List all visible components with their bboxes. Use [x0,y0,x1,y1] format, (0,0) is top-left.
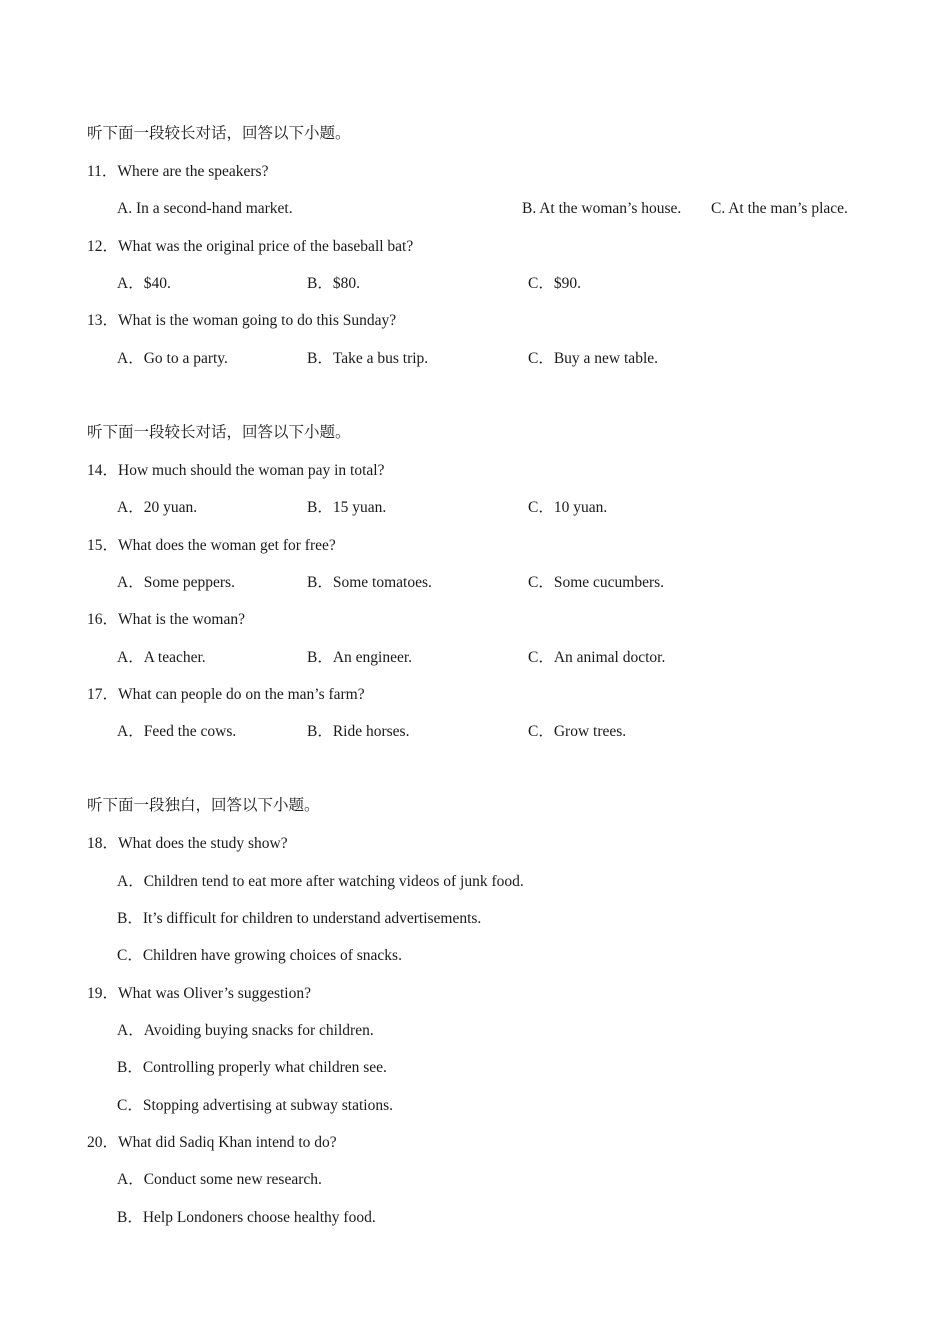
question-16-option-a: A．A teacher. [117,649,206,666]
section-instruction: 听下面一段较长对话，回答以下小题。 [87,125,351,142]
question-12-option-c: C．$90. [528,275,581,292]
question-12-option-a: A．$40. [117,275,171,292]
question-19-option-c: C．Stopping advertising at subway stations. [117,1097,393,1114]
question-15-option-c: C．Some cucumbers. [528,574,665,591]
section-instruction: 听下面一段较长对话，回答以下小题。 [87,424,351,441]
question-11-stem: 11．Where are the speakers? [87,163,269,180]
question-14-option-a: A．20 yuan. [117,499,198,516]
question-16-stem: 16．What is the woman? [87,611,245,628]
question-17-option-c: C．Grow trees. [528,723,627,740]
question-18-option-b: B．It’s difficult for children to understand advertisements. [117,910,482,927]
question-13-option-b: B．Take a bus trip. [307,350,429,367]
question-11-option-c: C. At the man’s place. [711,200,848,217]
question-14-option-c: C．10 yuan. [528,499,608,516]
question-19-option-b: B．Controlling properly what children see. [117,1059,387,1076]
question-12-stem: 12．What was the original price of the baseball bat? [87,238,414,255]
question-20-stem: 20．What did Sadiq Khan intend to do? [87,1134,337,1151]
question-12-option-b: B．$80. [307,275,360,292]
question-15-option-b: B．Some tomatoes. [307,574,432,591]
question-11-option-a: A. In a second-hand market. [117,200,293,217]
question-17-option-b: B．Ride horses. [307,723,410,740]
question-20-option-a: A．Conduct some new research. [117,1171,322,1188]
question-15-option-a: A．Some peppers. [117,574,235,591]
question-13-option-c: C．Buy a new table. [528,350,659,367]
question-17-stem: 17．What can people do on the man’s farm? [87,686,365,703]
question-16-option-b: B．An engineer. [307,649,413,666]
question-16-option-c: C．An animal doctor. [528,649,666,666]
question-18-option-c: C．Children have growing choices of snacks. [117,947,402,964]
question-14-stem: 14．How much should the woman pay in total? [87,462,385,479]
question-17-option-a: A．Feed the cows. [117,723,237,740]
question-19-option-a: A．Avoiding buying snacks for children. [117,1022,374,1039]
section-instruction: 听下面一段独白，回答以下小题。 [87,797,320,814]
question-18-option-a: A．Children tend to eat more after watching videos of junk food. [117,873,524,890]
question-13-option-a: A．Go to a party. [117,350,228,367]
question-18-stem: 18．What does the study show? [87,835,288,852]
question-15-stem: 15．What does the woman get for free? [87,537,336,554]
question-14-option-b: B．15 yuan. [307,499,387,516]
question-19-stem: 19．What was Oliver’s suggestion? [87,985,311,1002]
question-11-option-b: B. At the woman’s house. [522,200,682,217]
question-13-stem: 13．What is the woman going to do this Sunday? [87,312,397,329]
question-20-option-b: B．Help Londoners choose healthy food. [117,1209,376,1226]
